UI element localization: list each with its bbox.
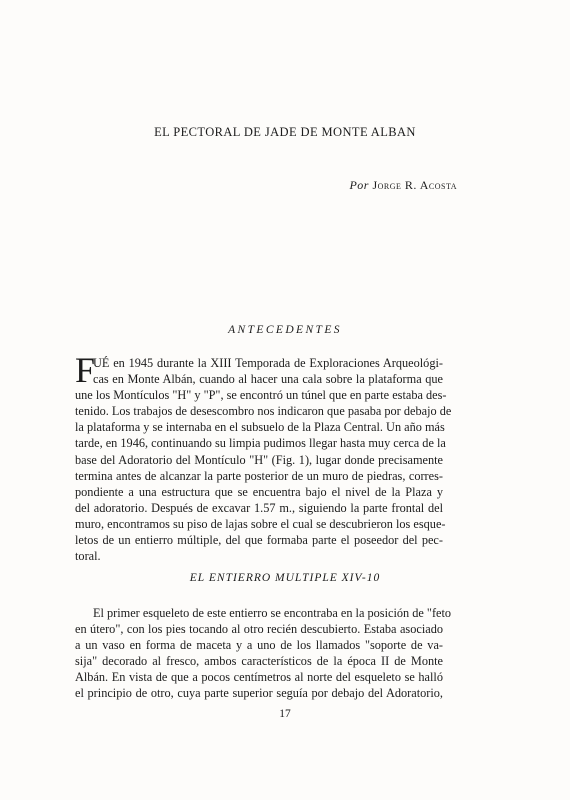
drop-cap: F xyxy=(75,350,96,390)
author-line xyxy=(349,178,457,193)
text-line: a un vaso en forma de maceta y a uno de los llamados "soporte de va- xyxy=(75,638,443,653)
author-name: Jorge R. Acosta xyxy=(372,178,457,192)
author-prefix: Por xyxy=(349,178,369,192)
text-line: el principio de otro, cuya parte superior seguía por debajo del Adoratorio, xyxy=(75,686,443,701)
text-line: toral. xyxy=(75,549,101,564)
article-title: EL PECTORAL DE JADE DE MONTE ALBAN xyxy=(154,125,416,139)
text-line: base del Adoratorio del Montículo "H" (Fig. 1), lugar donde precisamente xyxy=(75,452,443,467)
text-line: pondiente a una estructura que se encuentra bajo el nivel de la Plaza y xyxy=(75,484,443,499)
paragraph-entierro xyxy=(75,605,452,702)
text-line: sija" decorado al fresco, ambos característicos de la época II de Monte xyxy=(75,654,443,669)
text-line: del adoratorio. Después de excavar 1.57 m., siguiendo la parte frontal del xyxy=(75,500,443,515)
text-line: la plataforma y se internaba en el subsuelo de la Plaza Central. Un año más xyxy=(75,420,445,435)
text-line: en útero", con los pies tocando al otro recién descubierto. Estaba asociado xyxy=(75,622,443,637)
page-number: 17 xyxy=(279,708,291,720)
text-line: termina antes de alcanzar la parte posterior de un muro de piedras, corres- xyxy=(75,468,443,483)
text-line: Albán. En vista de que a pocos centímetros al norte del esqueleto se halló xyxy=(75,670,443,685)
text-line: tarde, en 1946, continuando su limpia pudimos llegar hasta muy cerca de la xyxy=(75,436,446,451)
section-heading-entierro: EL ENTIERRO MULTIPLE XIV-10 xyxy=(189,572,381,584)
text-line: UÉ en 1945 durante la XIII Temporada de Exploraciones Arqueológi- xyxy=(93,356,443,370)
text-line: muro, encontramos su piso de lajas sobre el cual se descubrieron los esque- xyxy=(75,516,446,531)
text-line: tenido. Los trabajos de desescombro nos indicaron que pasaba por debajo de xyxy=(75,404,452,419)
paragraph-antecedentes xyxy=(75,350,452,564)
text-line: El primer esqueleto de este entierro se encontraba en la posición de "feto xyxy=(93,606,452,620)
section-heading-antecedentes: ANTECEDENTES xyxy=(228,324,342,336)
text-line: letos de un entierro múltiple, del que formaba parte el poseedor del pec- xyxy=(75,533,443,548)
text-line: cas en Monte Albán, cuando al hacer una cala sobre la plataforma que xyxy=(93,372,443,387)
text-line: une los Montículos "H" y "P", se encontró un túnel que en parte estaba des- xyxy=(75,388,447,403)
